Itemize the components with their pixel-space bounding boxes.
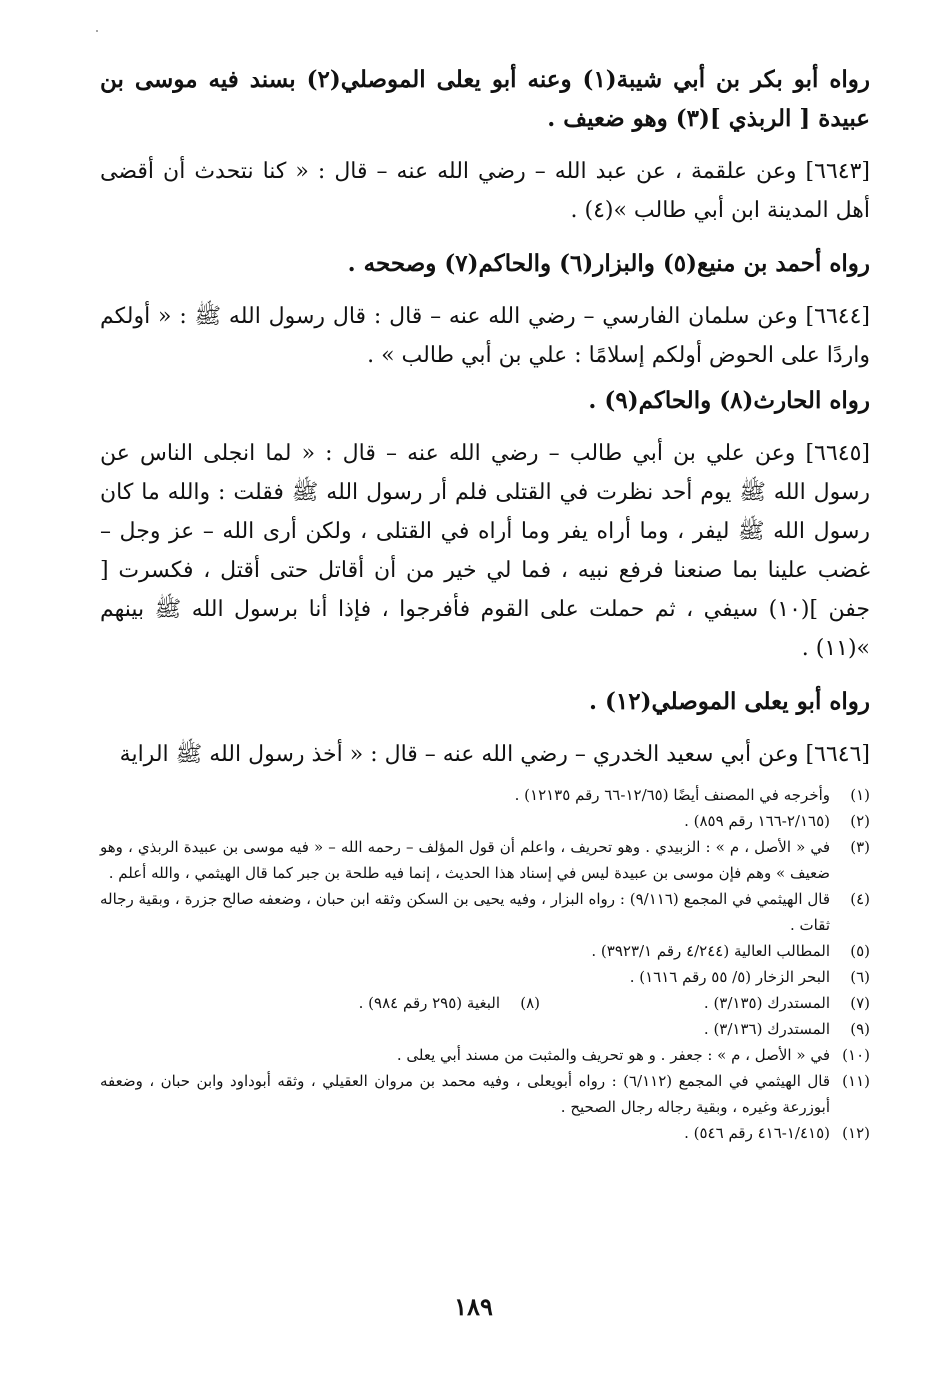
footnote-text: المستدرك (٣/١٣٥) . — [703, 994, 830, 1012]
footnote-6 — [100, 964, 870, 990]
footnote-number: (٢) — [850, 812, 870, 830]
narration-note-4: رواه أبو يعلى الموصلي(١٢) . — [588, 688, 870, 715]
hadith-6646: [٦٦٤٦] وعن أبي سعيد الخدري – رضي الله عنه – قال : « أخذ رسول الله ﷺ الراية — [119, 742, 870, 767]
footnote-number: (٥) — [850, 942, 870, 960]
footnote-text: المستدرك (٣/١٣٦) . — [703, 1020, 830, 1038]
footnote-10 — [100, 1042, 870, 1068]
footnote-12 — [100, 1120, 870, 1146]
footnote-8 — [210, 990, 540, 1016]
footnote-pair-7-8 — [100, 990, 870, 1016]
footnote-text: (٢/١٦٥-١٦٦ رقم ٨٥٩) . — [684, 812, 830, 830]
footnote-text: وأخرجه في المصنف أيضًا (١٢/٦٥-٦٦ رقم ١٢١٣٥) . — [514, 786, 830, 804]
footnote-4 — [100, 886, 870, 938]
footnote-text: (١/٤١٥-٤١٦ رقم ٥٤٦) . — [684, 1124, 830, 1142]
footnote-text: في « الأصل ، م » : جعفر . و هو تحريف والمثبت من مسند أبي يعلى . — [396, 1046, 830, 1064]
footnote-text: المطالب العالية (٤/٢٤٤ رقم ٣٩٢٣/١) . — [591, 942, 830, 960]
hadith-6643: [٦٦٤٣] وعن علقمة ، عن عبد الله – رضي الله عنه – قال : « كنا نتحدث أن أقضى أهل المدينة ابن أبي طالب »(٤) . — [100, 159, 870, 223]
footnote-text: في « الأصل ، م » : الزبيدي . وهو تحريف ، واعلم أن قول المؤلف – رحمه الله – « فيه موسى بن عبيدة الربذي ، وهو ضعيف » وهم فإن موسى بن عبيدة ليس في إسناد هذا الحديث ، إنما فيه طلحة بن جبر كما قال الهيثمي ، والله أعلم . — [100, 838, 830, 882]
footnote-5 — [100, 938, 870, 964]
footnote-7 — [540, 990, 870, 1016]
footnote-number: (٨) — [520, 994, 540, 1012]
footnote-text: البغية (٢٩٥ رقم ٩٨٤) . — [358, 994, 500, 1012]
footnote-3 — [100, 834, 870, 886]
footnote-number: (١٠) — [842, 1046, 870, 1064]
hadith-6644: [٦٦٤٤] وعن سلمان الفارسي – رضي الله عنه – قال : قال رسول الله ﷺ : « أولكم واردًا على الحوض أولكم إسلامًا : علي بن أبي طالب » . — [100, 304, 870, 368]
footnote-text: قال الهيثمي في المجمع (٩/١١٦) : رواه البزار ، وفيه يحيى بن السكن وثقه ابن حبان ، وضعفه صالح جزرة ، وبقية رجاله ثقات . — [100, 890, 830, 934]
scan-speck — [96, 30, 98, 32]
footnote-text: البحر الزخار (٥/ ٥٥ رقم ١٦١٦) . — [629, 968, 830, 986]
narration-note-3: رواه الحارث(٨) والحاكم(٩) . — [588, 387, 870, 414]
page-number: ١٨٩ — [454, 1292, 493, 1321]
narration-note-2: رواه أحمد بن منيع(٥) والبزار(٦) والحاكم(٧) وصححه . — [347, 250, 870, 277]
footnotes — [100, 782, 870, 1146]
footnote-number: (١) — [850, 786, 870, 804]
main-text — [100, 60, 870, 774]
footnote-number: (١١) — [842, 1072, 870, 1090]
footnote-number: (٩) — [850, 1020, 870, 1038]
footnote-text: قال الهيثمي في المجمع (٦/١١٢) : رواه أبويعلى ، وفيه محمد بن مروان العقيلي ، وثقه أبوداود وابن حبان ، وضعفه أبوزرعة وغيره ، وبقية رجاله رجال الصحيح . — [100, 1072, 831, 1116]
footnote-1 — [100, 782, 870, 808]
footnote-number: (٧) — [850, 994, 870, 1012]
footnote-number: (٦) — [850, 968, 870, 986]
footnote-11 — [100, 1068, 870, 1120]
footnote-9 — [100, 1016, 870, 1042]
footnote-number: (٣) — [850, 838, 870, 856]
footnote-2 — [100, 808, 870, 834]
footnote-number: (١٢) — [842, 1124, 870, 1142]
hadith-6645: [٦٦٤٥] وعن علي بن أبي طالب – رضي الله عنه – قال : « لما انجلى الناس عن رسول الله ﷺ يوم أحد نظرت في القتلى فلم أر رسول الله ﷺ فقلت : والله ما كان رسول الله ﷺ ليفر ، وما أراه يفر وما أراه في القتلى ، ولكن أرى الله – عز وجل – غضب علينا بما صنعنا فرفع نبيه ، فما لي خير من أن أقاتل حتى أقتل ، فكسرت [ جفن ](١٠) سيفي ، ثم حملت على القوم فأفرجوا ، فإذا أنا برسول الله ﷺ بينهم »(١١) . — [100, 441, 871, 661]
footnote-number: (٤) — [850, 890, 870, 908]
narration-note-1: رواه أبو بكر بن أبي شيبة(١) وعنه أبو يعلى الموصلي(٢) بسند فيه موسى بن عبيدة [ الربذي ](٣) وهو ضعيف . — [100, 66, 870, 132]
